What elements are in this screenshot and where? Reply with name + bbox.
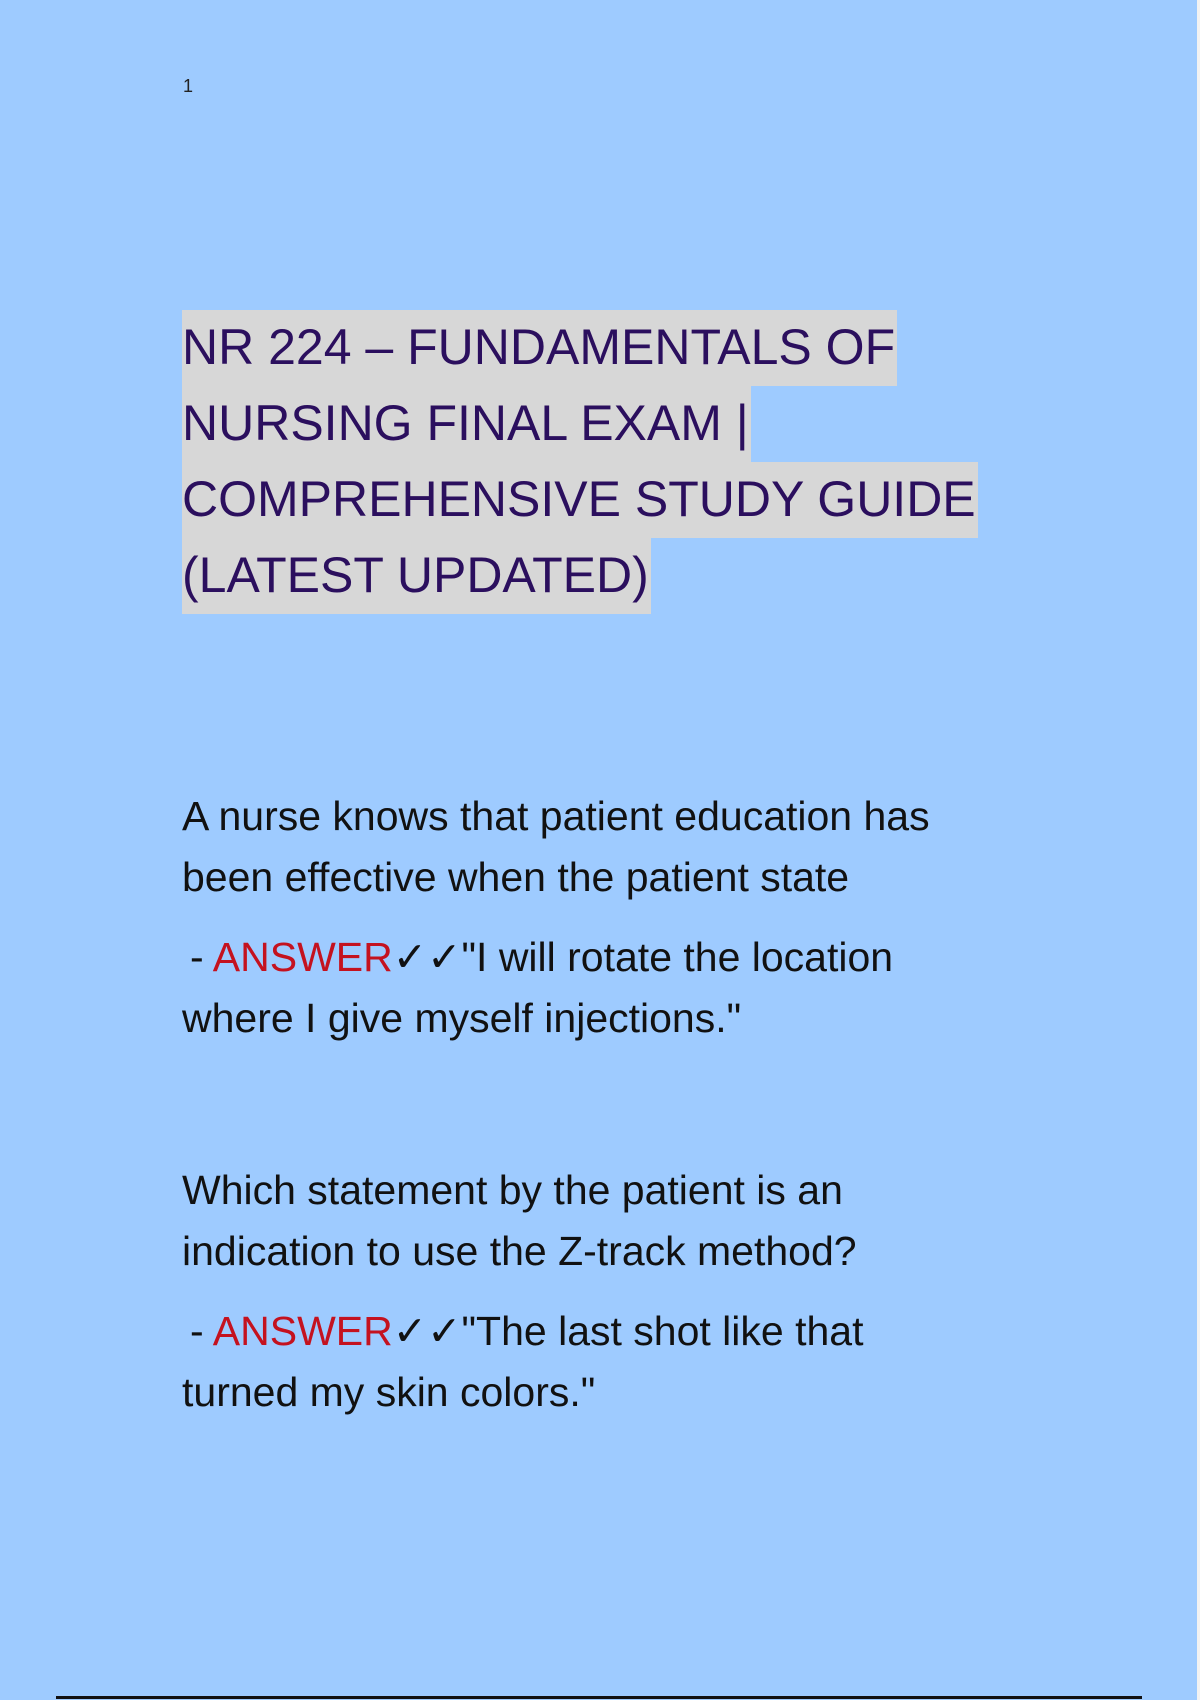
- answer-line: "The last shot like that: [461, 1308, 864, 1354]
- question-line: Which statement by the patient is an: [182, 1167, 843, 1213]
- answer-line: turned my skin colors.": [182, 1369, 596, 1415]
- answer-line: where I give myself injections.": [182, 995, 742, 1041]
- title-line: NURSING FINAL EXAM |: [182, 386, 751, 462]
- title-line: NR 224 – FUNDAMENTALS OF: [182, 310, 897, 386]
- answer-prefix: -: [190, 934, 213, 980]
- title-line: (LATEST UPDATED): [182, 538, 651, 614]
- double-check-icon: ✓✓: [392, 934, 462, 980]
- question-line: indication to use the Z-track method?: [182, 1228, 857, 1274]
- answer-line: "I will rotate the location: [461, 934, 894, 980]
- question-answer-block: [182, 786, 1022, 1049]
- answer-label: ANSWER: [212, 934, 393, 980]
- question-line: been effective when the patient state: [182, 854, 850, 900]
- title-line: COMPREHENSIVE STUDY GUIDE: [182, 462, 978, 538]
- question-text: [182, 786, 1022, 908]
- question-line: A nurse knows that patient education has: [182, 793, 930, 839]
- question-text: [182, 1160, 1022, 1282]
- answer-text: [182, 927, 1022, 1049]
- page-number: 1: [183, 76, 194, 96]
- double-check-icon: ✓✓: [392, 1308, 462, 1354]
- page-bottom-rule: [56, 1696, 1142, 1699]
- question-answer-block: [182, 1160, 1022, 1423]
- answer-text: [182, 1301, 1022, 1423]
- document-title: [182, 310, 1002, 614]
- answer-prefix: -: [190, 1308, 213, 1354]
- answer-label: ANSWER: [212, 1308, 393, 1354]
